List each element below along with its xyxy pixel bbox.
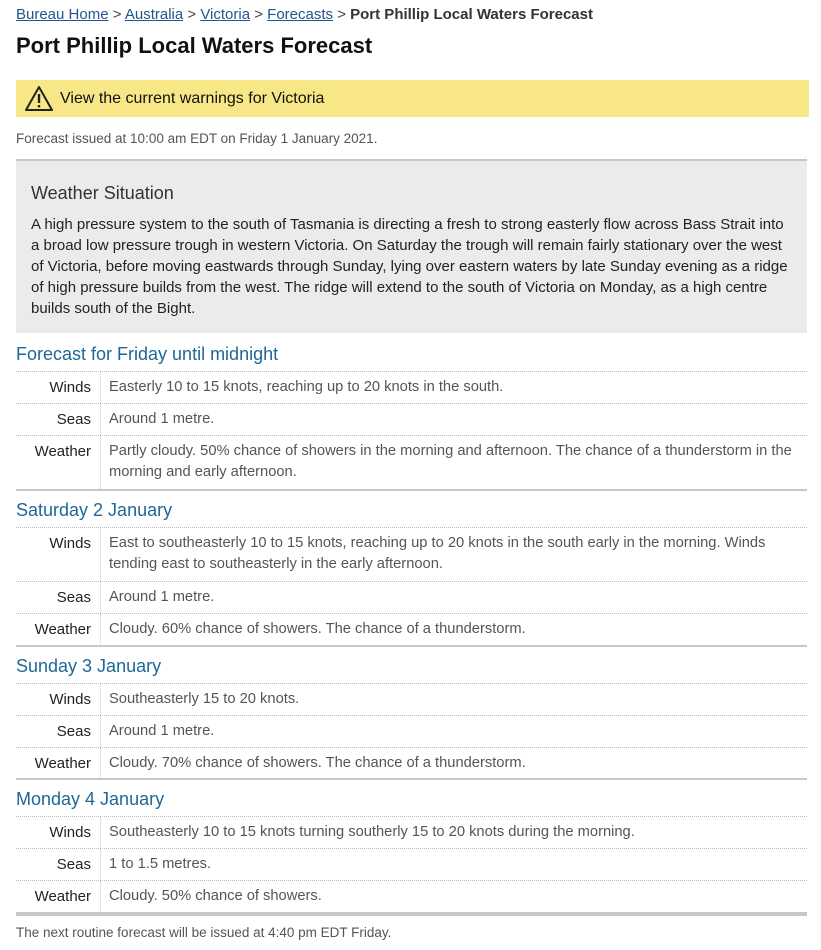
next-forecast-text: The next routine forecast will be issued at 4:40 pm EDT Friday. <box>16 925 392 940</box>
row-label: Weather <box>16 881 101 913</box>
forecast-row-weather <box>16 435 807 491</box>
row-value: Around 1 metre. <box>109 411 215 427</box>
row-label: Weather <box>16 614 101 646</box>
breadcrumb-link-australia[interactable]: Australia <box>124 6 184 23</box>
forecast-day-sunday <box>16 645 807 780</box>
day-heading: Monday 4 January <box>16 789 165 809</box>
breadcrumb-separator: > <box>337 6 346 23</box>
row-value: Cloudy. 70% chance of showers. The chance of a thunderstorm. <box>109 755 526 771</box>
row-value: Southeasterly 10 to 15 knots turning southerly 15 to 20 knots during the morning. <box>109 824 635 840</box>
row-label: Seas <box>16 716 101 747</box>
footer-divider <box>16 912 807 916</box>
breadcrumb-current: Port Phillip Local Waters Forecast <box>350 6 593 23</box>
row-label: Seas <box>16 404 101 435</box>
weather-situation-panel <box>16 159 807 333</box>
row-label: Winds <box>16 684 101 715</box>
breadcrumb-separator: > <box>187 6 197 23</box>
forecast-row-seas <box>16 403 807 435</box>
row-label: Weather <box>16 748 101 780</box>
page-title: Port Phillip Local Waters Forecast <box>16 33 373 58</box>
forecast-row-winds <box>16 527 807 581</box>
forecast-row-winds <box>16 371 807 403</box>
day-heading: Saturday 2 January <box>16 500 173 520</box>
weather-situation-text: A high pressure system to the south of Tasmania is directing a fresh to strong easterly flow across Bass Strait into a broad low pressure trough in western Victoria. On Saturday the trough will remain fairly stationary over the west of Victoria, before moving eastwards through Sunday, lying over eastern waters by late Sunday evening as a ridge of high pressure builds from the west. The ridge will extend to the south of Victoria on Monday, as a high centre builds south of the Bight. <box>31 216 788 317</box>
row-label: Seas <box>16 582 101 613</box>
row-label: Winds <box>16 372 101 403</box>
breadcrumb <box>16 5 807 25</box>
row-value: Around 1 metre. <box>109 723 215 739</box>
row-value: Easterly 10 to 15 knots, reaching up to 20 knots in the south. <box>109 379 504 395</box>
forecast-day-saturday <box>16 489 807 646</box>
page-content <box>16 0 807 940</box>
row-label: Winds <box>16 528 101 581</box>
forecast-row-seas <box>16 581 807 613</box>
forecast-day-monday <box>16 778 807 913</box>
forecast-row-winds <box>16 816 807 848</box>
row-value: 1 to 1.5 metres. <box>109 856 212 872</box>
forecast-row-weather <box>16 613 807 646</box>
row-value: Cloudy. 50% chance of showers. <box>109 888 322 904</box>
forecast-row-seas <box>16 715 807 747</box>
forecast-row-weather <box>16 880 807 913</box>
row-value: Partly cloudy. 50% chance of showers in the morning and afternoon. The chance of a thunderstorm in the morning and early afternoon. <box>109 443 792 480</box>
breadcrumb-separator: > <box>112 6 122 23</box>
forecast-row-winds <box>16 683 807 715</box>
row-value: Cloudy. 60% chance of showers. The chance of a thunderstorm. <box>109 621 526 637</box>
forecast-issued-text: Forecast issued at 10:00 am EDT on Friday 1 January 2021. <box>16 131 378 146</box>
breadcrumb-link-victoria[interactable]: Victoria <box>200 6 251 23</box>
day-heading: Forecast for Friday until midnight <box>16 344 279 364</box>
warning-banner <box>16 80 809 117</box>
warnings-link[interactable]: View the current warnings for Victoria <box>60 89 325 107</box>
forecast-row-weather <box>16 747 807 780</box>
row-label: Winds <box>16 817 101 848</box>
day-heading: Sunday 3 January <box>16 656 162 676</box>
row-value: Southeasterly 15 to 20 knots. <box>109 691 300 707</box>
forecast-day-friday <box>16 335 807 491</box>
forecast-row-seas <box>16 848 807 880</box>
breadcrumb-link-bureau-home[interactable]: Bureau Home <box>16 6 109 23</box>
breadcrumb-link-forecasts[interactable]: Forecasts <box>267 6 334 23</box>
row-value: Around 1 metre. <box>109 589 215 605</box>
breadcrumb-separator: > <box>254 6 263 23</box>
row-label: Weather <box>16 436 101 491</box>
row-value: East to southeasterly 10 to 15 knots, reaching up to 20 knots in the south early in the morning. Winds tending east to southeasterly in the early afternoon. <box>109 535 766 572</box>
weather-situation-heading: Weather Situation <box>31 183 174 203</box>
warning-triangle-icon <box>25 85 53 113</box>
row-label: Seas <box>16 849 101 880</box>
